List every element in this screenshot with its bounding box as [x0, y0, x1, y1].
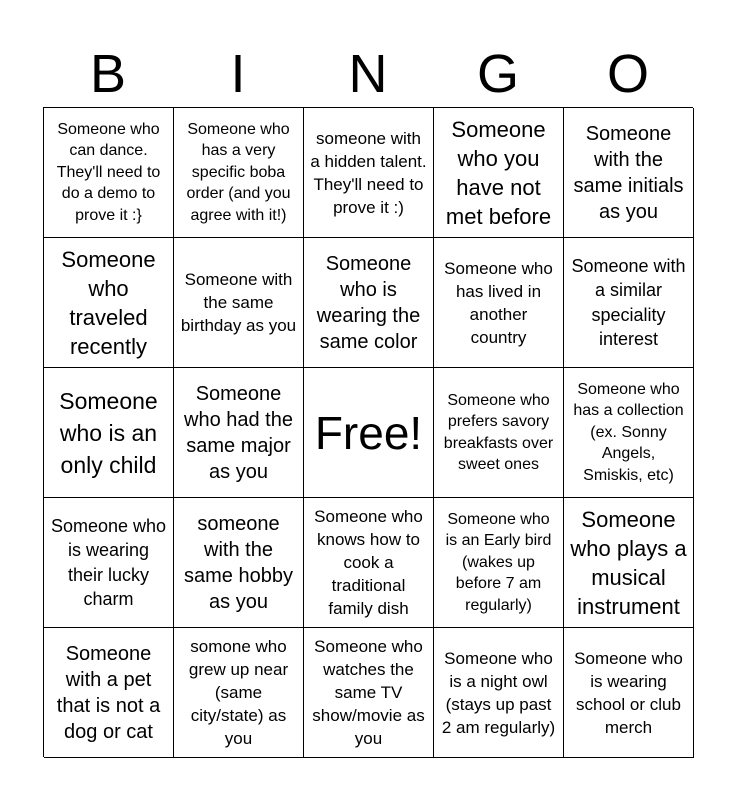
bingo-cell-r2c1[interactable]: Someone who traveled recently [44, 238, 174, 368]
bingo-cell-r5c1[interactable]: Someone with a pet that is not a dog or cat [44, 628, 174, 758]
bingo-cell-r4c5[interactable]: Someone who plays a musical instrument [564, 498, 694, 628]
header-letter-i: I [230, 44, 246, 104]
header-letter-o: O [606, 44, 649, 104]
bingo-cell-r5c2[interactable]: somone who grew up near (same city/state) as you [174, 628, 304, 758]
bingo-cell-r1c1[interactable]: Someone who can dance. They'll need to do a demo to prove it :} [44, 108, 174, 238]
bingo-header [43, 44, 693, 104]
bingo-cell-r3c4[interactable]: Someone who prefers savory breakfasts over sweet ones [434, 368, 564, 498]
bingo-cell-r1c3[interactable]: someone with a hidden talent. They'll need to prove it :) [304, 108, 434, 238]
bingo-cell-r5c3[interactable]: Someone who watches the same TV show/movie as you [304, 628, 434, 758]
bingo-cell-r5c4[interactable]: Someone who is a night owl (stays up past 2 am regularly) [434, 628, 564, 758]
bingo-cell-r4c1[interactable]: Someone who is wearing their lucky charm [44, 498, 174, 628]
bingo-cell-r2c2[interactable]: Someone with the same birthday as you [174, 238, 304, 368]
bingo-cell-r4c2[interactable]: someone with the same hobby as you [174, 498, 304, 628]
bingo-cell-r2c3[interactable]: Someone who is wearing the same color [304, 238, 434, 368]
header-letter-n: N [348, 44, 388, 104]
bingo-cell-r1c5[interactable]: Someone with the same initials as you [564, 108, 694, 238]
bingo-cell-r4c3[interactable]: Someone who knows how to cook a traditional family dish [304, 498, 434, 628]
bingo-cell-r3c5[interactable]: Someone who has a collection (ex. Sonny Angels, Smiskis, etc) [564, 368, 694, 498]
bingo-cell-r2c5[interactable]: Someone with a similar speciality interest [564, 238, 694, 368]
header-letter-g: G [476, 44, 519, 104]
bingo-cell-r4c4[interactable]: Someone who is an Early bird (wakes up before 7 am regularly) [434, 498, 564, 628]
bingo-cell-r3c1[interactable]: Someone who is an only child [44, 368, 174, 498]
bingo-cell-r1c4[interactable]: Someone who you have not met before [434, 108, 564, 238]
bingo-cell-r1c2[interactable]: Someone who has a very specific boba order (and you agree with it!) [174, 108, 304, 238]
bingo-cell-free-space[interactable]: Free! [304, 368, 434, 498]
bingo-board [43, 107, 693, 757]
bingo-cell-r5c5[interactable]: Someone who is wearing school or club merch [564, 628, 694, 758]
bingo-cell-r3c2[interactable]: Someone who had the same major as you [174, 368, 304, 498]
header-letter-b: B [89, 44, 127, 104]
bingo-cell-r2c4[interactable]: Someone who has lived in another country [434, 238, 564, 368]
